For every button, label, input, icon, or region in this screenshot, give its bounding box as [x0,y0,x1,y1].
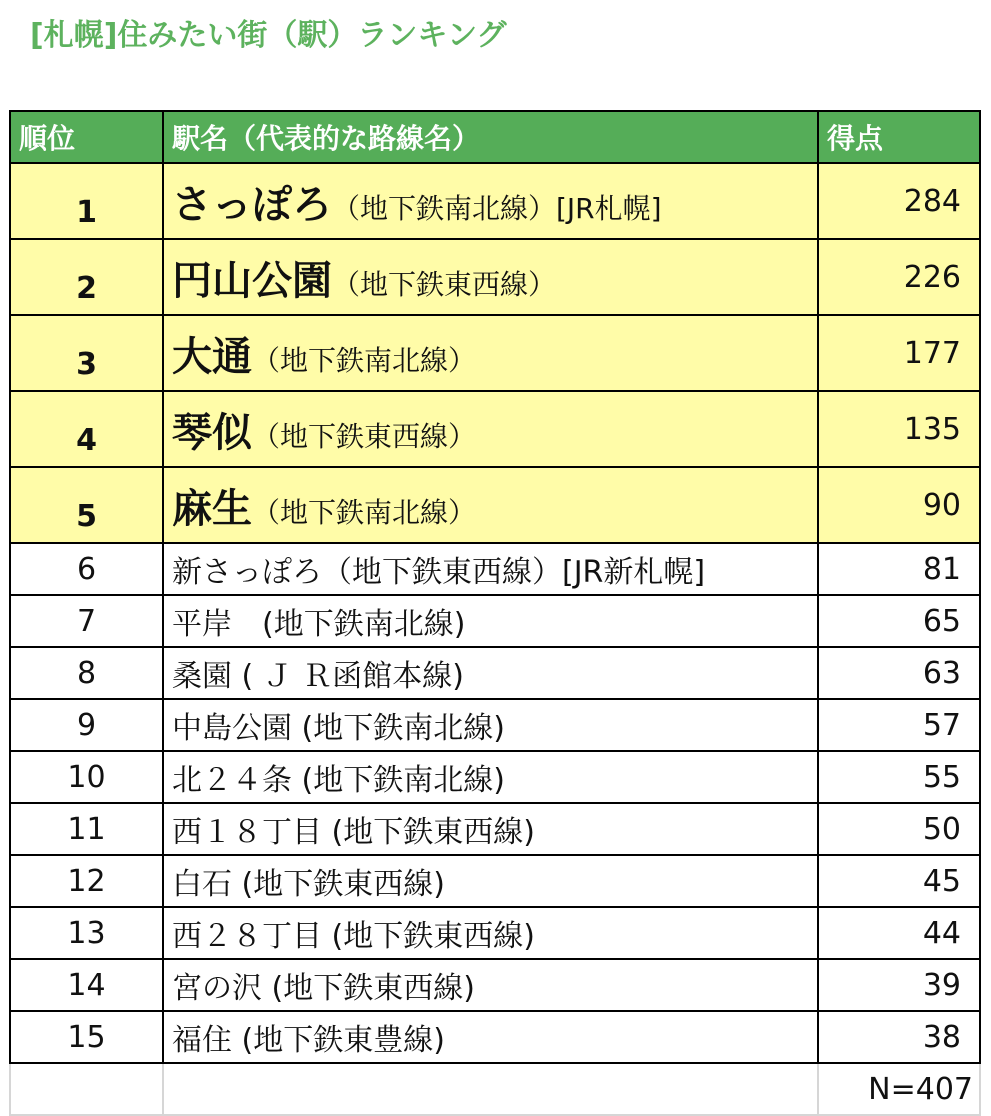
table-row [10,699,980,751]
score-cell: 38 [818,1011,980,1063]
table-row [10,1011,980,1063]
footer-empty-cell [163,1063,818,1115]
line-name: （地下鉄東西線） [332,267,557,301]
rank-cell: 13 [10,907,163,959]
station-name: 麻生 [172,485,252,532]
rank-cell: 4 [10,391,163,467]
table-row [10,163,980,239]
station-cell: 桑園 ( Ｊ Ｒ函館本線) [163,647,818,699]
station-name: 円山公園 [172,257,332,304]
table-row [10,595,980,647]
rank-cell: 10 [10,751,163,803]
table-row [10,315,980,391]
footer-empty-cell [10,1063,163,1115]
table-row [10,543,980,595]
score-cell: 81 [818,543,980,595]
table-row [10,647,980,699]
page-title: [札幌]住みたい街（駅）ランキング [30,18,507,53]
station-cell [163,391,818,467]
station-cell: 平岸 (地下鉄南北線) [163,595,818,647]
station-cell [163,467,818,543]
score-cell: 50 [818,803,980,855]
score-cell: 226 [818,239,980,315]
score-cell: 65 [818,595,980,647]
score-cell: 39 [818,959,980,1011]
table-row [10,239,980,315]
table-row [10,751,980,803]
rank-cell: 15 [10,1011,163,1063]
station-cell: 白石 (地下鉄東西線) [163,855,818,907]
sample-size: N=407 [818,1063,980,1115]
rank-cell: 7 [10,595,163,647]
score-cell: 177 [818,315,980,391]
table-row [10,467,980,543]
score-cell: 90 [818,467,980,543]
line-name: （地下鉄南北線）[JR札幌] [332,191,662,225]
score-cell: 57 [818,699,980,751]
header-score: 得点 [818,111,980,163]
ranking-table [9,110,981,1116]
score-cell: 135 [818,391,980,467]
table-header-row [10,111,980,163]
rank-cell: 3 [10,315,163,391]
score-cell: 55 [818,751,980,803]
score-cell: 63 [818,647,980,699]
station-name: 琴似 [172,409,252,456]
station-cell: 北２４条 (地下鉄南北線) [163,751,818,803]
line-name: （地下鉄東西線） [252,419,477,453]
table-row [10,959,980,1011]
station-cell: 西１８丁目 (地下鉄東西線) [163,803,818,855]
station-cell: 福住 (地下鉄東豊線) [163,1011,818,1063]
rank-cell: 14 [10,959,163,1011]
rank-cell: 6 [10,543,163,595]
rank-cell: 5 [10,467,163,543]
table-row [10,391,980,467]
rank-cell: 11 [10,803,163,855]
table-row [10,803,980,855]
station-cell: 宮の沢 (地下鉄東西線) [163,959,818,1011]
score-cell: 284 [818,163,980,239]
header-station-name: 駅名（代表的な路線名） [163,111,818,163]
rank-cell: 8 [10,647,163,699]
station-cell: 中島公園 (地下鉄南北線) [163,699,818,751]
table-row [10,907,980,959]
station-name: さっぽろ [172,181,332,228]
station-cell: 西２８丁目 (地下鉄東西線) [163,907,818,959]
header-rank: 順位 [10,111,163,163]
rank-cell: 2 [10,239,163,315]
rank-cell: 12 [10,855,163,907]
station-cell [163,163,818,239]
station-cell [163,315,818,391]
score-cell: 45 [818,855,980,907]
station-name: 大通 [172,333,252,380]
station-cell [163,239,818,315]
score-cell: 44 [818,907,980,959]
table-row [10,855,980,907]
line-name: （地下鉄南北線） [252,343,477,377]
table-footer-row [10,1063,980,1115]
rank-cell: 1 [10,163,163,239]
rank-cell: 9 [10,699,163,751]
line-name: （地下鉄南北線） [252,495,477,529]
station-cell: 新さっぽろ（地下鉄東西線）[JR新札幌] [163,543,818,595]
